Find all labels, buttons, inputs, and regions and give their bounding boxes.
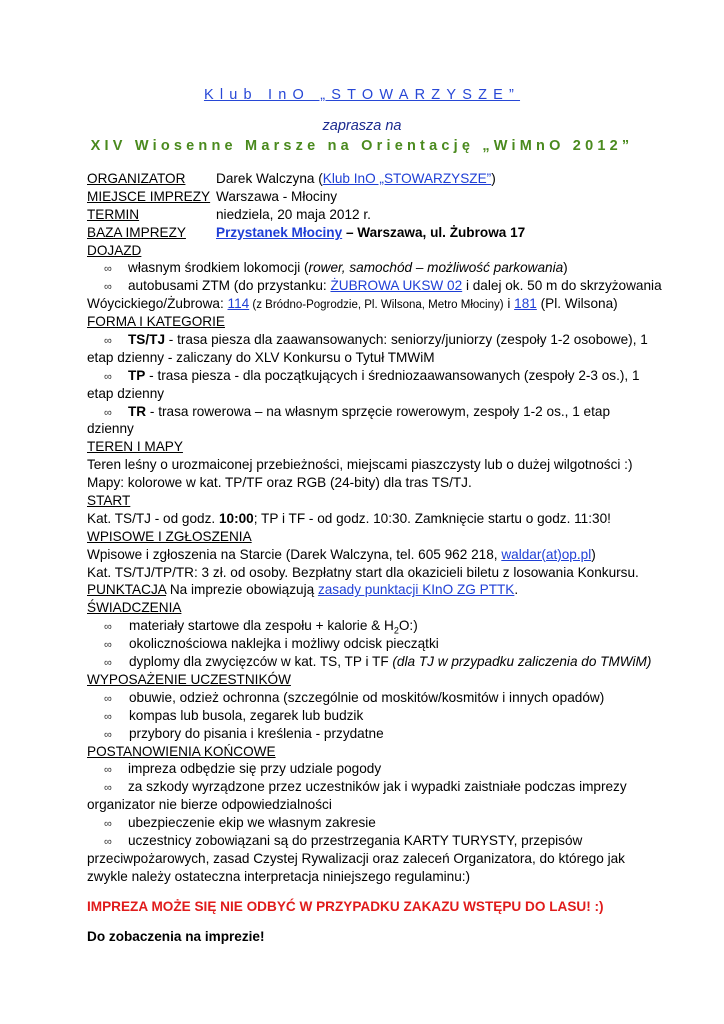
scoring-link[interactable]: zasady punktacji KInO ZG PTTK: [317, 582, 515, 598]
entries-line2: Kat. TS/TJ/TP/TR: 3 zł. od osoby. Bezpłatny start dla okazicieli biletu z losowania Konkursu.: [87, 564, 639, 580]
access-item1-pre: własnym środkiem lokomocji (: [128, 260, 309, 276]
bullet-icon: ∞: [104, 621, 112, 634]
bullet-icon: ∞: [104, 835, 112, 848]
access-item-own: [87, 259, 647, 277]
equipment2-text: kompas lub busola, zegarek lub budzik: [129, 707, 364, 723]
start-pre: Kat. TS/TJ - od godz.: [87, 510, 219, 526]
benefit3-ital: (dla TJ w przypadku zaliczenia do TMWiM): [392, 654, 652, 670]
entries-pre: Wpisowe i zgłoszenia na Starcie (Darek Walczyna, tel. 605 962 218,: [87, 546, 502, 562]
tp-text: - trasa piesza - dla początkujących i średniozaawansowanych (zespoły 2-3 os.), 1: [145, 367, 640, 383]
access-item2-post: i dalej ok. 50 m do skrzyżowania: [462, 278, 662, 294]
benefit1-sub: 2: [393, 625, 399, 636]
document-body: [87, 170, 662, 945]
scoring-pre: Na imprezie obowiązują: [166, 582, 318, 598]
event-title: XIV Wiosenne Marsze na Orientację „WiMnO 2012”: [90, 138, 634, 154]
final4-text: uczestnicy zobowiązani są do przestrzegania KARTY TURYSTY, przepisów: [128, 832, 583, 848]
final-item: [87, 814, 647, 832]
access-item-bus-line2: [87, 295, 647, 313]
forms-heading: FORMA I KATEGORIE: [87, 314, 225, 330]
equipment-heading: WYPOSAŻENIE UCZESTNIKÓW: [87, 671, 291, 687]
benefit3-pre: dyplomy dla zwycięzców w kat. TS, TP i TF: [129, 654, 393, 670]
bullet-icon: ∞: [104, 335, 112, 348]
base-value: [216, 224, 525, 242]
bus-181-route: (Pl. Wilsona): [536, 296, 618, 312]
access-heading: DOJAZD: [87, 242, 142, 258]
place-value: Warszawa - Młociny: [216, 188, 338, 204]
final3-text: ubezpieczenie ekip we własnym zakresie: [128, 815, 376, 831]
start-time: 10:00: [218, 510, 254, 526]
bullet-icon: ∞: [104, 728, 112, 741]
final-item: [87, 760, 647, 778]
form-tp-line2: etap dzienny: [87, 385, 165, 401]
tp-code: TP: [128, 367, 146, 383]
benefit1-pre: materiały startowe dla zespołu + kalorie & H: [129, 618, 394, 634]
farewell-text: Do zobaczenia na imprezie!: [87, 928, 265, 944]
access-item1-ital: rower, samochód – możliwość parkowania: [308, 260, 564, 276]
bullet-icon: ∞: [104, 782, 112, 795]
form-tstj: [87, 331, 647, 349]
equipment-item: [87, 725, 647, 743]
final4-line2: przeciwpożarowych, zasad Czystej Rywalizacji oraz zaleceń Organizatora, do którego jak: [87, 850, 625, 866]
final-item: [87, 832, 647, 850]
access-item2-pre: autobusami ZTM (do przystanku:: [128, 278, 331, 294]
benefits-heading: ŚWIADCZENIA: [87, 600, 182, 616]
form-tstj-line2: etap dzienny - zaliczany do XLV Konkursu o Tytuł TMWiM: [87, 349, 435, 365]
equipment-item: [87, 689, 647, 707]
tr-text: - trasa rowerowa – na własnym sprzęcie rowerowym, zespoły 1-2 os., 1 etap: [146, 403, 611, 419]
bullet-icon: ∞: [104, 818, 112, 831]
scoring-line: [87, 581, 647, 599]
benefit-item: [87, 653, 652, 671]
tstj-code: TS/TJ: [128, 332, 166, 348]
bullet-icon: ∞: [104, 406, 112, 419]
bullet-icon: ∞: [104, 370, 112, 383]
organizer-end: ): [491, 171, 496, 186]
start-line: [87, 510, 647, 528]
access-item-bus: [87, 277, 662, 295]
bullet-icon: ∞: [104, 281, 112, 294]
scoring-post: .: [514, 582, 519, 598]
final2-line2: organizator nie bierze odpowiedzialności: [87, 797, 332, 813]
bullet-icon: ∞: [104, 764, 112, 777]
base-row: [87, 224, 647, 242]
final2-text: za szkody wyrządzone przez uczestników jak i wypadki zaistniałe podczas imprezy: [128, 779, 627, 795]
start-post: ; TP i TF - od godz. 10:30. Zamknięcie startu o godz. 11:30!: [253, 510, 611, 526]
date-value: niedziela, 20 maja 2012 r.: [216, 206, 371, 222]
invite-text: zaprasza na: [322, 118, 402, 134]
bullet-icon: ∞: [104, 710, 112, 723]
equipment1-text: obuwie, odzież ochronna (szczególnie od moskitów/kosmitów i innych opadów): [129, 689, 605, 705]
final1-text: impreza odbędzie się przy udziale pogody: [128, 761, 382, 777]
scoring-label: PUNKTACJA: [87, 582, 167, 598]
start-heading: START: [87, 493, 131, 509]
equipment3-text: przybory do pisania i kreślenia - przydatne: [129, 725, 384, 741]
base-link[interactable]: Przystanek Młociny: [216, 224, 343, 240]
organizer-row: [87, 170, 647, 188]
benefit-item: [87, 617, 647, 635]
base-address: – Warszawa, ul. Żubrowa 17: [342, 224, 526, 240]
final-heading: POSTANOWIENIA KOŃCOWE: [87, 743, 276, 759]
club-title: Klub InO „STOWARZYSZE”: [203, 87, 521, 103]
bullet-icon: ∞: [104, 263, 112, 276]
entries-heading: WPISOWE I ZGŁOSZENIA: [87, 528, 252, 544]
entries-post: ): [591, 546, 596, 562]
access-line2-pre: Wóycickiego/Żubrowa:: [87, 296, 228, 312]
email-link[interactable]: waldar(at)op.pl: [501, 546, 592, 562]
place-row: [87, 188, 647, 206]
bus-181-link[interactable]: 181: [514, 296, 537, 312]
bus-stop-link[interactable]: ŻUBROWA UKSW 02: [330, 278, 463, 294]
benefit2-text: okolicznościowa naklejka i możliwy odcisk pieczątki: [129, 636, 439, 652]
club-link[interactable]: Klub InO „STOWARZYSZE”: [322, 171, 492, 186]
date-row: [87, 206, 647, 224]
bus-114-route: (z Bródno-Pogrodzie, Pl. Wilsona, Metro Młociny): [249, 299, 504, 312]
entries-line1: [87, 546, 647, 564]
terrain-line1: Teren leśny o urozmaiconej przebieżności, miejscami piaszczysty lub o dużej wilgotności :): [87, 457, 633, 473]
benefit-item: [87, 635, 647, 653]
final4-line3: zwykle należy ostateczna interpretacja niniejszego regulaminu:): [87, 868, 471, 884]
form-tp: [87, 367, 647, 385]
date-label: TERMIN: [87, 206, 140, 222]
final-item: [87, 778, 647, 796]
bullet-icon: ∞: [104, 657, 112, 670]
terrain-heading: TEREN I MAPY: [87, 439, 183, 455]
tr-code: TR: [128, 403, 147, 419]
access-item1-post: ): [563, 260, 568, 276]
organizer-label: ORGANIZATOR: [87, 171, 186, 186]
access-and: i: [503, 296, 515, 312]
organizer-value: [216, 170, 496, 188]
benefit1-post: O:): [398, 618, 418, 634]
warning-text: IMPREZA MOŻE SIĘ NIE ODBYĆ W PRZYPADKU ZAKAZU WSTĘPU DO LASU! :): [87, 898, 604, 914]
equipment-item: [87, 707, 647, 725]
bus-114-link[interactable]: 114: [227, 296, 250, 312]
organizer-name: Darek Walczyna (: [216, 171, 323, 186]
bullet-icon: ∞: [104, 639, 112, 652]
form-tr-line2: dzienny: [87, 421, 134, 437]
terrain-line2: Mapy: kolorowe w kat. TP/TF oraz RGB (24-bity) dla tras TS/TJ.: [87, 475, 472, 491]
bullet-icon: ∞: [104, 692, 112, 705]
base-label: BAZA IMPREZY: [87, 224, 186, 240]
tstj-text: - trasa piesza dla zaawansowanych: seniorzy/juniorzy (zespoły 1-2 osobowe), 1: [165, 332, 648, 348]
form-tr: [87, 403, 647, 421]
place-label: MIEJSCE IMPREZY: [87, 188, 211, 204]
